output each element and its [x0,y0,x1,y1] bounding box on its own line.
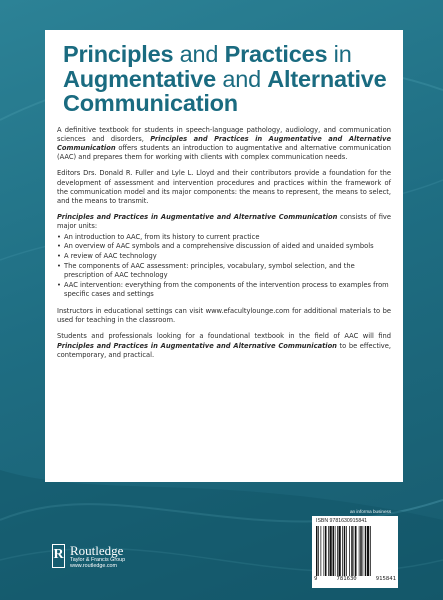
publisher-logo [52,544,152,574]
title-word: in [327,41,352,67]
title-word: Augmentative [63,65,216,92]
barcode-digit-group: 9 [314,576,318,582]
back-cover-panel [45,30,403,482]
list-item: • An introduction to AAC, from its history to current practice [57,233,391,242]
isbn-label: ISBN 978163091584​1 [316,518,368,524]
blurb [57,126,391,360]
barcode-bar [333,526,335,576]
publisher-group: Taylor & Francis Group [70,557,126,563]
barcode-digit-group: 781630 [336,576,357,582]
units-list [57,233,391,299]
list-item: • AAC intervention: everything from the components of the intervention process to examples from specific cases and settings [57,281,391,299]
book-title [63,42,391,116]
barcode-bars-icon [316,526,394,576]
blurb-paragraph-units: Principles and Practices in Augmentative and Alternative Communication consists of five major units: [57,213,391,231]
barcode-bar [316,526,318,576]
barcode-bar [354,526,355,576]
blurb-paragraph-instructors: Instructors in educational settings can visit www.efacultylounge.com for additional materials to be used for teaching in the classroom. [57,306,391,325]
blurb-paragraph-students: Students and professionals looking for a foundational textbook in the field of AAC will find Principles and Practices in Augmentative and Alternative Communication to be effective, contemporary, and practical. [57,332,391,359]
list-item: • A review of AAC technology [57,252,391,261]
barcode-bar [349,526,350,576]
barcode-bar [344,526,346,576]
routledge-mark-icon: R [52,544,65,568]
title-word: Practices [224,41,328,67]
title-word: Communication [63,90,238,116]
barcode-digit-group: 915841 [375,576,396,582]
blurb-paragraph-editors: Editors Drs. Donald R. Fuller and Lyle L. Lloyd and their contributors provide a foundation for the development of assessment and intervention procedures and practices within the framework of the communication model and its major components: the means to represent, the means to select, and the means to transmit. [57,169,391,205]
barcode-bar [346,526,347,576]
barcode-bar [370,526,371,576]
barcode-bar [337,526,338,576]
informa-tagline: an informa business [350,509,392,514]
book-title-inline: Principles and Practices in Augmentative and Alternative Communication [57,134,391,152]
title-word: and [173,41,225,67]
book-title-inline: Principles and Practices in Augmentative and Alternative Communication [57,213,338,222]
book-title-inline: Principles and Practices in Augmentative and Alternative Communication [57,341,337,350]
list-item: • An overview of AAC symbols and a comprehensive discussion of aided and unaided symbols [57,242,391,251]
title-word: Alternative [267,65,387,92]
publisher-name: Routledge [70,543,124,558]
barcode-bar [321,526,322,576]
barcode-bar [359,526,360,576]
barcode-bar [328,526,329,576]
barcode-digits [314,576,396,582]
barcode-bar [360,526,362,576]
barcode-bar [324,526,325,576]
barcode-bar [335,526,336,576]
blurb-paragraph-intro: A definitive textbook for students in speech-language pathology, audiology, and communication sciences and disorders, Principles and Practices in Augmentative and Alternative Communication offers students an introduction to augmentative and alternative communication (AAC) and prepares them for working with clients with complex communication needs. [57,125,391,162]
barcode [312,516,398,588]
barcode-bar [325,526,327,576]
barcode-bar [339,526,341,576]
barcode-bar [330,526,332,576]
barcode-bar [355,526,357,576]
barcode-bar [342,526,343,576]
barcode-bar [351,526,353,576]
publisher-url: www.routledge.com [70,563,118,569]
barcode-bar [365,526,367,576]
title-word: and [216,65,268,92]
barcode-bar [363,526,364,576]
title-word: Principles [63,41,174,67]
list-item: • The components of AAC assessment: principles, vocabulary, symbol selection, and the prescription of AAC technology [57,262,391,280]
barcode-bar [318,526,319,576]
barcode-bar [367,526,369,576]
